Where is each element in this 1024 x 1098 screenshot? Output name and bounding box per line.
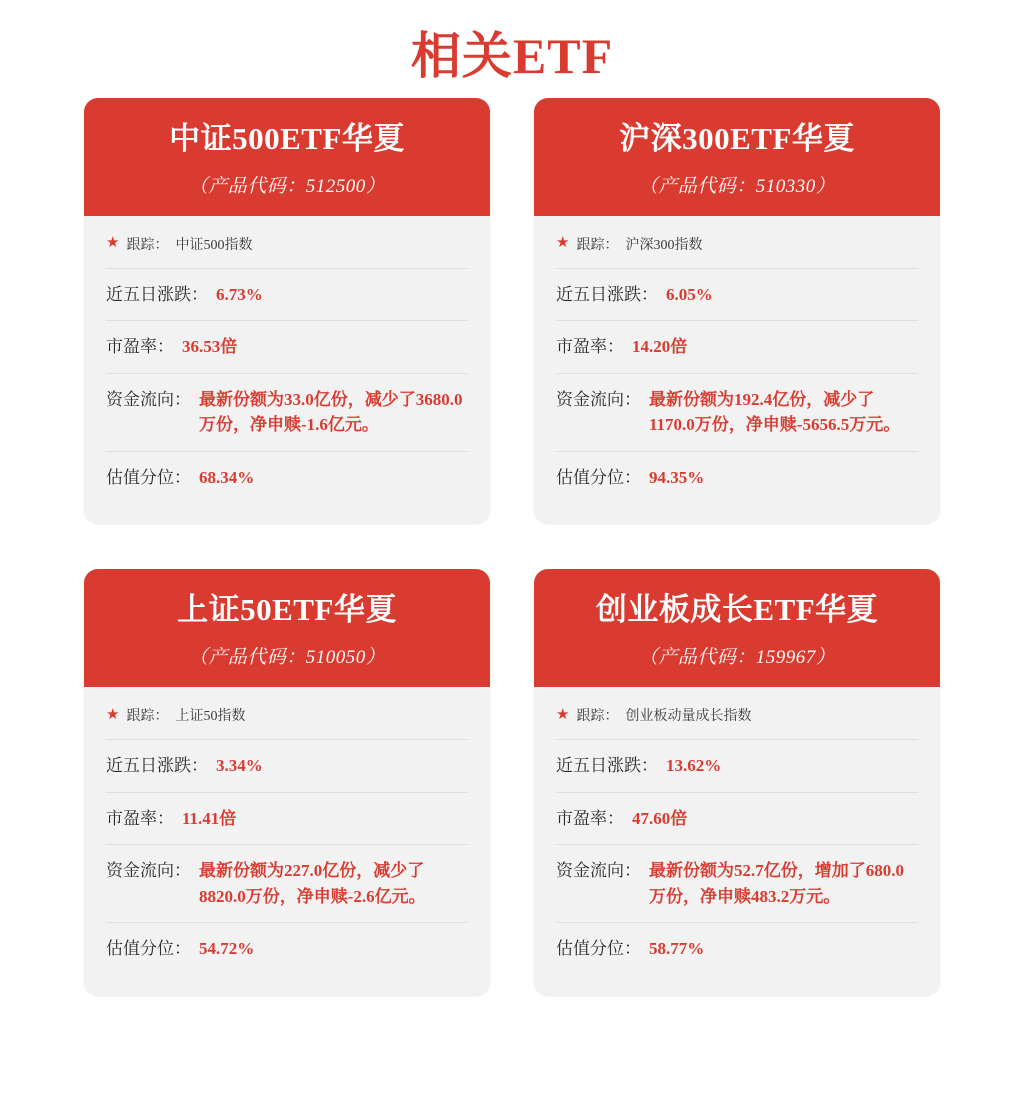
metric-label-pe: 市盈率： xyxy=(556,337,624,357)
etf-card-body xyxy=(84,687,490,995)
etf-card-header xyxy=(84,98,490,216)
etf-metric-row-pe xyxy=(106,792,468,845)
metric-label-valuation: 估值分位： xyxy=(106,939,191,958)
star-icon: ★ xyxy=(556,706,570,723)
metric-value-pe: 47.60倍 xyxy=(632,808,688,828)
etf-product-code: （产品代码：159967） xyxy=(638,647,836,668)
etf-track-row xyxy=(556,234,918,268)
metric-value-flow: 最新份额为192.4亿份，减少了1170.0万份，净申赎-5656.5万元。 xyxy=(649,389,901,435)
track-index-name: 中证500指数 xyxy=(175,237,253,253)
metric-label-pe: 市盈率： xyxy=(106,808,174,828)
etf-metric-row-flow xyxy=(106,373,468,451)
metric-label-change: 近五日涨跌： xyxy=(106,284,208,304)
metric-value-valuation: 94.35% xyxy=(649,467,705,487)
etf-name: 中证500ETF华夏 xyxy=(169,121,405,156)
etf-card-body xyxy=(534,216,940,524)
etf-metric-row-valuation xyxy=(106,922,468,975)
track-label: 跟踪： xyxy=(126,709,169,724)
metric-value-valuation: 58.77% xyxy=(649,939,705,958)
metric-value-flow: 最新份额为33.0亿份，减少了3680.0万份，净申赎-1.6亿元。 xyxy=(199,389,463,435)
etf-metric-row-flow xyxy=(556,844,918,922)
etf-track-row xyxy=(106,234,468,268)
metric-label-valuation: 估值分位： xyxy=(106,467,191,487)
track-label: 跟踪： xyxy=(576,237,619,253)
etf-card[interactable] xyxy=(534,98,940,523)
metric-label-change: 近五日涨跌： xyxy=(556,284,658,304)
metric-label-flow: 资金流向： xyxy=(556,861,641,880)
metric-label-pe: 市盈率： xyxy=(106,337,174,357)
metric-value-change: 6.05% xyxy=(666,284,713,304)
track-index-name: 创业板动量成长指数 xyxy=(625,709,752,724)
metric-label-flow: 资金流向： xyxy=(556,389,641,409)
etf-card-header xyxy=(84,569,490,687)
etf-metric-row-valuation xyxy=(106,451,468,504)
etf-card[interactable] xyxy=(534,569,940,994)
track-label: 跟踪： xyxy=(126,237,169,253)
metric-value-flow: 最新份额为52.7亿份，增加了680.0万份，净申赎483.2万元。 xyxy=(649,861,904,906)
track-label: 跟踪： xyxy=(576,709,619,724)
metric-value-change: 3.34% xyxy=(216,756,263,775)
etf-card-header xyxy=(534,98,940,216)
etf-product-code: （产品代码：512500） xyxy=(188,175,386,197)
star-icon: ★ xyxy=(556,235,570,252)
etf-metric-row-change xyxy=(556,268,918,321)
track-index-name: 沪深300指数 xyxy=(625,237,703,253)
metric-value-flow: 最新份额为227.0亿份，减少了8820.0万份，净申赎-2.6亿元。 xyxy=(199,861,426,906)
metric-label-pe: 市盈率： xyxy=(556,808,624,828)
etf-product-code: （产品代码：510050） xyxy=(188,647,386,668)
metric-label-valuation: 估值分位： xyxy=(556,939,641,958)
etf-product-code: （产品代码：510330） xyxy=(638,175,836,197)
metric-value-valuation: 68.34% xyxy=(199,467,255,487)
etf-metric-row-valuation xyxy=(556,451,918,504)
etf-metric-row-flow xyxy=(556,373,918,451)
etf-metric-row-flow xyxy=(106,844,468,922)
etf-metric-row-pe xyxy=(556,792,918,845)
metric-value-pe: 36.53倍 xyxy=(182,337,238,357)
metric-value-change: 6.73% xyxy=(216,284,263,304)
metric-label-flow: 资金流向： xyxy=(106,861,191,880)
etf-name: 创业板成长ETF华夏 xyxy=(595,592,879,628)
etf-card-grid xyxy=(0,98,1024,995)
metric-value-change: 13.62% xyxy=(666,756,722,775)
etf-metric-row-change xyxy=(556,739,918,792)
star-icon: ★ xyxy=(106,235,120,252)
metric-value-pe: 11.41倍 xyxy=(182,808,237,828)
etf-card[interactable] xyxy=(84,98,490,523)
track-index-name: 上证50指数 xyxy=(175,709,246,724)
etf-metric-row-pe xyxy=(556,320,918,373)
etf-metric-row-change xyxy=(106,268,468,321)
metric-label-change: 近五日涨跌： xyxy=(106,756,208,775)
metric-label-change: 近五日涨跌： xyxy=(556,756,658,775)
etf-card-body xyxy=(84,216,490,524)
etf-metric-row-pe xyxy=(106,320,468,373)
metric-value-pe: 14.20倍 xyxy=(632,337,688,357)
metric-label-flow: 资金流向： xyxy=(106,389,191,409)
etf-metric-row-valuation xyxy=(556,922,918,975)
etf-card-body xyxy=(534,687,940,995)
metric-value-valuation: 54.72% xyxy=(199,939,255,958)
etf-name: 上证50ETF华夏 xyxy=(177,592,397,628)
star-icon: ★ xyxy=(106,706,120,723)
metric-label-valuation: 估值分位： xyxy=(556,467,641,487)
etf-metric-row-change xyxy=(106,739,468,792)
etf-track-row xyxy=(106,705,468,739)
etf-card[interactable] xyxy=(84,569,490,994)
page-title: 相关ETF xyxy=(410,28,614,84)
etf-card-header xyxy=(534,569,940,687)
etf-track-row xyxy=(556,705,918,739)
etf-name: 沪深300ETF华夏 xyxy=(619,121,855,156)
